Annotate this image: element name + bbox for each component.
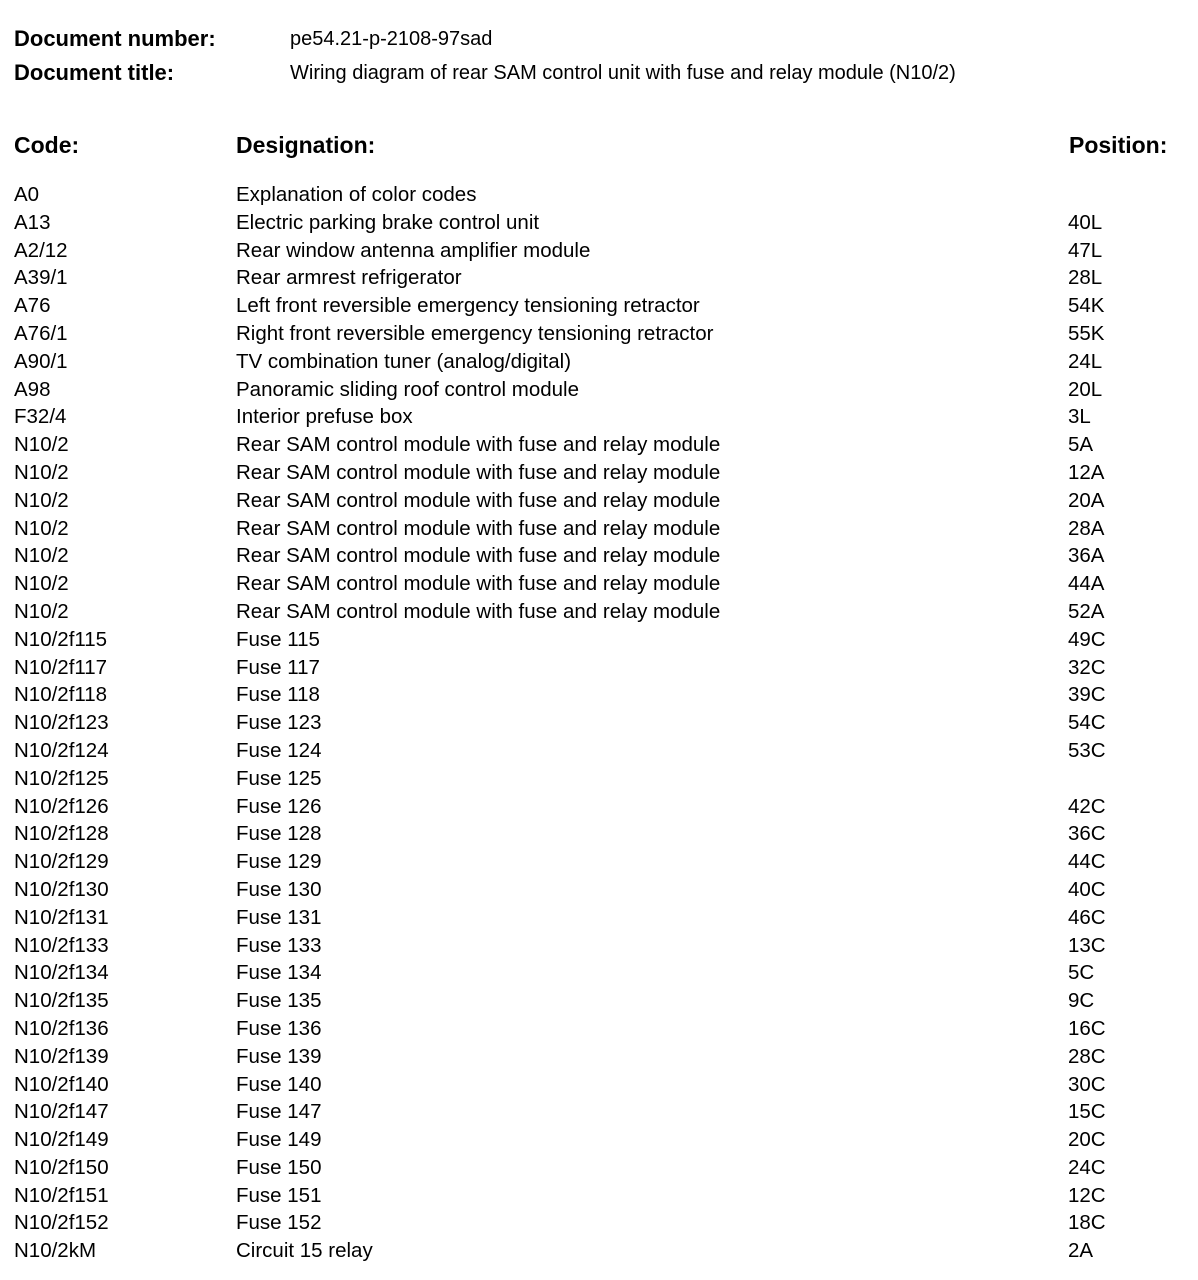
row-designation: Rear armrest refrigerator (236, 266, 462, 290)
row-code: N10/2 (14, 599, 69, 623)
row-position: 44C (1068, 850, 1106, 874)
row-designation: Fuse 128 (236, 822, 322, 846)
row-code: N10/2f136 (14, 1016, 109, 1040)
table-row (0, 487, 1198, 515)
row-designation: Rear window antenna amplifier module (236, 238, 591, 262)
row-position: 5C (1068, 961, 1095, 985)
row-code: N10/2f152 (14, 1211, 109, 1235)
table-row (0, 570, 1198, 598)
row-position: 20L (1068, 377, 1103, 401)
row-position: 28C (1068, 1044, 1106, 1068)
row-designation: Fuse 131 (236, 905, 322, 929)
row-position: 55K (1068, 321, 1105, 345)
row-code: N10/2f149 (14, 1128, 109, 1152)
table-row (0, 765, 1198, 793)
row-position: 39C (1068, 683, 1106, 707)
row-code: N10/2f117 (14, 655, 108, 679)
table-row (0, 681, 1198, 709)
row-designation: Right front reversible emergency tensioning retractor (236, 321, 714, 345)
table-row (0, 1126, 1198, 1154)
row-code: N10/2f115 (14, 627, 108, 651)
row-code: N10/2f124 (14, 738, 109, 762)
row-designation: TV combination tuner (analog/digital) (236, 349, 572, 373)
row-position: 12C (1068, 1183, 1106, 1207)
row-code: N10/2f123 (14, 711, 109, 735)
document-title-label: Document title: (14, 60, 175, 85)
row-position: 12A (1068, 460, 1105, 484)
table-row (0, 1043, 1198, 1071)
table-row (0, 654, 1198, 682)
row-designation: Left front reversible emergency tensioning retractor (236, 294, 700, 318)
row-position: 20C (1068, 1128, 1106, 1152)
row-code: N10/2kM (14, 1239, 97, 1263)
row-code: F32/4 (14, 405, 67, 429)
table-row (0, 904, 1198, 932)
row-designation: Fuse 126 (236, 794, 322, 818)
row-code: N10/2 (14, 433, 69, 457)
row-position: 2A (1068, 1239, 1094, 1263)
row-designation: Interior prefuse box (236, 405, 413, 429)
row-code: N10/2f131 (14, 905, 109, 929)
row-designation: Fuse 136 (236, 1016, 322, 1040)
row-position: 49C (1068, 627, 1106, 651)
row-code: N10/2f125 (14, 766, 109, 790)
table-row (0, 1071, 1198, 1099)
row-code: A98 (14, 377, 51, 401)
table-row (0, 848, 1198, 876)
table-row (0, 959, 1198, 987)
row-code: A2/12 (14, 238, 68, 262)
row-position: 9C (1068, 989, 1095, 1013)
row-position: 32C (1068, 655, 1106, 679)
row-position: 15C (1068, 1100, 1106, 1124)
row-designation: Fuse 152 (236, 1211, 322, 1235)
row-position: 16C (1068, 1016, 1106, 1040)
table-row (0, 1209, 1198, 1237)
document-title-value: Wiring diagram of rear SAM control unit with fuse and relay module (N10/2) (290, 62, 956, 84)
component-table (0, 181, 1198, 1265)
table-row (0, 237, 1198, 265)
row-position: 5A (1068, 433, 1094, 457)
row-designation: Fuse 118 (236, 683, 320, 707)
row-designation: Fuse 150 (236, 1155, 322, 1179)
row-designation: Fuse 147 (236, 1100, 322, 1124)
row-designation: Fuse 151 (236, 1183, 322, 1207)
row-code: N10/2f150 (14, 1155, 109, 1179)
column-header-designation: Designation: (236, 132, 376, 158)
row-designation: Fuse 140 (236, 1072, 322, 1096)
row-designation: Explanation of color codes (236, 183, 477, 206)
row-position: 36A (1068, 544, 1105, 568)
table-row (0, 376, 1198, 404)
row-code: N10/2f126 (14, 794, 109, 818)
table-row (0, 320, 1198, 348)
row-code: N10/2f129 (14, 850, 109, 874)
row-designation: Rear SAM control module with fuse and relay module (236, 599, 721, 623)
row-position: 18C (1068, 1211, 1106, 1235)
table-row (0, 292, 1198, 320)
table-row (0, 431, 1198, 459)
row-position: 20A (1068, 488, 1105, 512)
row-designation: Fuse 133 (236, 933, 322, 957)
row-code: N10/2f147 (14, 1100, 109, 1124)
row-position: 40L (1068, 210, 1103, 234)
row-designation: Fuse 130 (236, 877, 322, 901)
row-code: N10/2f134 (14, 961, 109, 985)
table-row (0, 542, 1198, 570)
row-designation: Fuse 124 (236, 738, 322, 762)
row-code: N10/2f130 (14, 877, 109, 901)
row-designation: Fuse 134 (236, 961, 322, 985)
table-row (0, 1154, 1198, 1182)
table-row (0, 264, 1198, 292)
column-header-position: Position: (1069, 132, 1168, 158)
column-header-code: Code: (14, 132, 80, 158)
row-position: 28A (1068, 516, 1105, 540)
row-designation: Rear SAM control module with fuse and relay module (236, 460, 721, 484)
row-position: 47L (1068, 238, 1103, 262)
row-position: 24L (1068, 349, 1103, 373)
row-designation: Fuse 129 (236, 850, 322, 874)
row-position: 54C (1068, 711, 1106, 735)
row-code: N10/2 (14, 572, 69, 596)
row-position: 44A (1068, 572, 1105, 596)
table-row (0, 709, 1198, 737)
table-row (0, 403, 1198, 431)
row-designation: Rear SAM control module with fuse and relay module (236, 433, 721, 457)
row-designation: Fuse 135 (236, 989, 322, 1013)
row-designation: Fuse 139 (236, 1044, 322, 1068)
row-designation: Rear SAM control module with fuse and relay module (236, 544, 721, 568)
document-number-label: Document number: (14, 26, 216, 51)
row-designation: Rear SAM control module with fuse and relay module (236, 572, 721, 596)
row-position: 54K (1068, 294, 1105, 318)
row-position: 30C (1068, 1072, 1106, 1096)
row-position: 53C (1068, 738, 1106, 762)
row-position: 46C (1068, 905, 1106, 929)
row-position: 3L (1068, 405, 1091, 429)
row-position: 42C (1068, 794, 1106, 818)
row-code: N10/2f118 (14, 683, 108, 707)
table-row (0, 1237, 1198, 1265)
table-row (0, 626, 1198, 654)
row-code: N10/2f139 (14, 1044, 109, 1068)
row-code: N10/2f135 (14, 989, 109, 1013)
row-code: N10/2 (14, 516, 69, 540)
row-code: A76 (14, 294, 51, 318)
row-designation: Panoramic sliding roof control module (236, 377, 579, 401)
table-row (0, 737, 1198, 765)
table-row (0, 1015, 1198, 1043)
row-designation: Fuse 117 (236, 655, 320, 679)
row-position: 40C (1068, 877, 1106, 901)
table-row (0, 876, 1198, 904)
row-code: A76/1 (14, 321, 68, 345)
row-position: 28L (1068, 266, 1103, 290)
table-row (0, 1182, 1198, 1210)
row-code: N10/2 (14, 460, 69, 484)
row-designation: Rear SAM control module with fuse and relay module (236, 488, 721, 512)
document-number-value: pe54.21-p-2108-97sad (290, 28, 493, 50)
table-row (0, 793, 1198, 821)
row-code: A13 (14, 210, 51, 234)
table-row (0, 459, 1198, 487)
row-designation: Circuit 15 relay (236, 1239, 373, 1263)
row-code: N10/2f140 (14, 1072, 109, 1096)
table-row (0, 1098, 1198, 1126)
table-row (0, 932, 1198, 960)
row-designation: Fuse 125 (236, 766, 322, 790)
row-code: N10/2 (14, 544, 69, 568)
row-position: 36C (1068, 822, 1106, 846)
row-code: N10/2f128 (14, 822, 109, 846)
row-position: 13C (1068, 933, 1106, 957)
row-code: N10/2f151 (14, 1183, 109, 1207)
row-code: N10/2 (14, 488, 69, 512)
row-designation: Fuse 115 (236, 627, 320, 651)
table-row (0, 181, 1198, 209)
row-designation: Fuse 123 (236, 711, 322, 735)
row-position: 52A (1068, 599, 1105, 623)
row-position: 24C (1068, 1155, 1106, 1179)
table-row (0, 987, 1198, 1015)
table-row (0, 348, 1198, 376)
table-row (0, 209, 1198, 237)
row-code: N10/2f133 (14, 933, 109, 957)
row-code: A90/1 (14, 349, 68, 373)
table-row (0, 515, 1198, 543)
table-row (0, 598, 1198, 626)
row-designation: Electric parking brake control unit (236, 210, 540, 234)
row-designation: Rear SAM control module with fuse and relay module (236, 516, 721, 540)
row-code: A39/1 (14, 266, 68, 290)
row-designation: Fuse 149 (236, 1128, 322, 1152)
row-code: A0 (14, 183, 40, 206)
table-row (0, 820, 1198, 848)
